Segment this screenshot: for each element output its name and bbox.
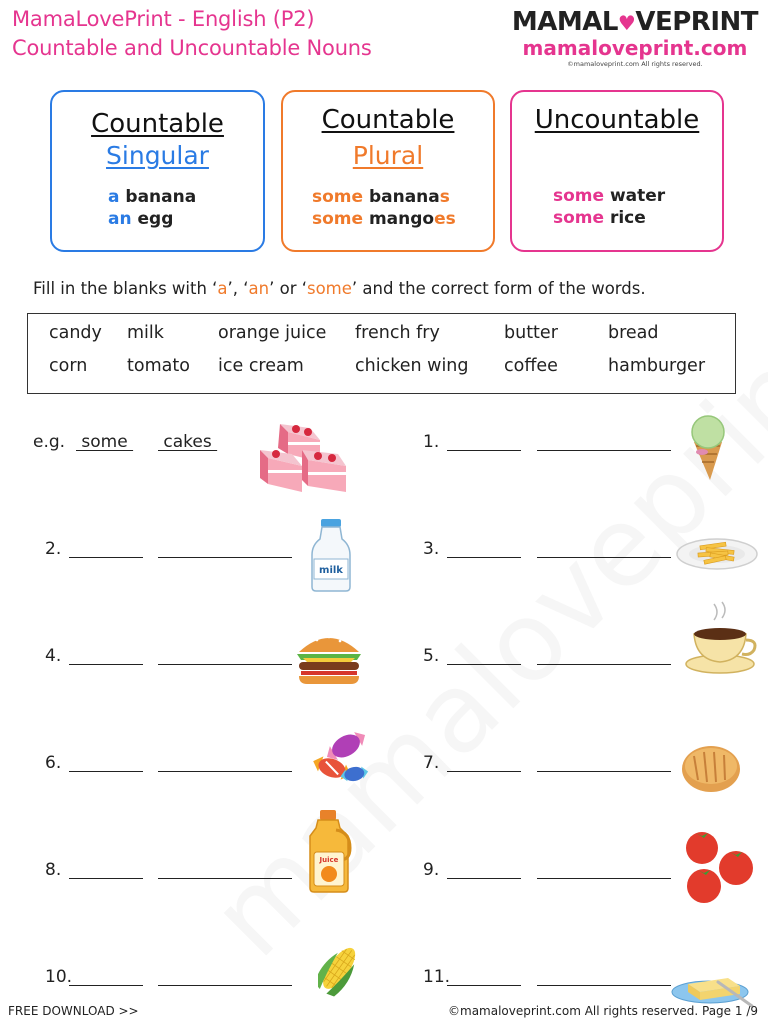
french-fries-icon <box>676 530 758 572</box>
word-bank-item: coffee <box>504 356 558 376</box>
word-bank-item: orange juice <box>218 323 327 343</box>
word-bank-item: corn <box>49 356 88 376</box>
free-download-link[interactable]: FREE DOWNLOAD >> <box>8 1004 139 1018</box>
answer-blank-article[interactable] <box>69 985 143 986</box>
word-bank-item: milk <box>127 323 164 343</box>
footer-copyright: ©mamaloveprint.com All rights reserved. Page 1 /9 <box>448 1004 758 1018</box>
juice-label: Juice <box>319 856 339 864</box>
question-number: 9. <box>423 860 440 880</box>
word-bank-item: french fry <box>355 323 440 343</box>
answer-blank-noun[interactable] <box>158 985 292 986</box>
brand-logo <box>512 8 758 69</box>
answer-blank-article[interactable] <box>447 771 521 772</box>
answer-blank-noun[interactable] <box>537 878 671 879</box>
word-bank-item: ice cream <box>218 356 304 376</box>
word-bank-item: chicken wing <box>355 356 469 376</box>
word-bank-item: candy <box>49 323 102 343</box>
answer-blank-article[interactable] <box>69 878 143 879</box>
word-bank-item: bread <box>608 323 659 343</box>
category-subheading: Plural <box>352 141 424 170</box>
orange-juice-icon <box>306 808 354 894</box>
candy-icon <box>310 726 372 788</box>
coffee-cup-icon <box>684 598 760 676</box>
question-number: 10. <box>45 967 73 987</box>
answer-blank-noun[interactable] <box>158 771 292 772</box>
answer-blank-article[interactable] <box>447 557 521 558</box>
example-answer-2: cakes <box>158 432 218 452</box>
instructions: Fill in the blanks with ‘a’, ‘an’ or ‘some’ and the correct form of the words. <box>33 279 646 298</box>
category-subheading: Singular <box>106 141 209 170</box>
word-bank-item: hamburger <box>608 356 706 376</box>
answer-blank-noun[interactable] <box>158 664 292 665</box>
answer-blank-noun[interactable] <box>537 985 671 986</box>
word-bank-item: tomato <box>127 356 190 376</box>
category-heading: Countable <box>91 109 224 139</box>
question-number: 1. <box>423 432 440 452</box>
brand-rights: ©mamaloveprint.com All rights reserved. <box>567 60 703 68</box>
question-number: 3. <box>423 539 440 559</box>
category-countable-plural <box>281 90 495 252</box>
answer-blank-noun[interactable] <box>537 771 671 772</box>
category-heading: Uncountable <box>534 105 700 135</box>
answer-blank-noun[interactable] <box>537 450 671 451</box>
category-examples: a banana an egg <box>108 187 197 229</box>
page-title: MamaLovePrint - English (P2) <box>12 7 315 31</box>
answer-blank-article[interactable] <box>447 664 521 665</box>
corn-icon <box>318 938 358 1002</box>
example-answer-1: some <box>76 432 134 452</box>
question-number: 2. <box>45 539 62 559</box>
hamburger-icon <box>295 628 363 686</box>
cake-slices-icon <box>258 420 350 500</box>
tomatoes-icon <box>682 826 756 906</box>
category-examples: some water some rice <box>553 186 666 228</box>
question-number: 6. <box>45 753 62 773</box>
question-number: 11. <box>423 967 451 987</box>
answer-blank-article[interactable] <box>447 450 521 451</box>
page-subtitle: Countable and Uncountable Nouns <box>12 36 372 60</box>
answer-blank-article[interactable] <box>69 771 143 772</box>
brand-wordmark: MAMAL♥VEPRINT <box>511 7 758 37</box>
answer-blank-article[interactable] <box>447 878 521 879</box>
milk-bottle-icon <box>310 517 352 593</box>
heart-icon: ♥ <box>617 11 636 35</box>
category-countable-singular <box>50 90 265 252</box>
question-number: 7. <box>423 753 440 773</box>
category-examples: some bananas some mangoes <box>312 187 456 229</box>
example-label: e.g. <box>33 432 66 452</box>
answer-blank-noun[interactable] <box>158 557 292 558</box>
answer-blank-article[interactable] <box>447 985 521 986</box>
question-number: 4. <box>45 646 62 666</box>
word-bank-item: butter <box>504 323 558 343</box>
bread-loaf-icon <box>680 742 742 794</box>
category-uncountable <box>510 90 724 252</box>
word-bank <box>27 313 736 394</box>
answer-blank-article[interactable] <box>69 664 143 665</box>
ice-cream-icon <box>686 412 730 482</box>
answer-blank-noun[interactable] <box>158 878 292 879</box>
answer-blank-noun[interactable] <box>537 557 671 558</box>
answer-blank-noun[interactable] <box>537 664 671 665</box>
category-heading: Countable <box>321 105 455 135</box>
question-number: 5. <box>423 646 440 666</box>
answer-blank-article[interactable] <box>69 557 143 558</box>
question-number: 8. <box>45 860 62 880</box>
brand-url: mamaloveprint.com <box>522 36 748 60</box>
butter-icon <box>670 958 754 1010</box>
milk-label: milk <box>319 565 343 576</box>
